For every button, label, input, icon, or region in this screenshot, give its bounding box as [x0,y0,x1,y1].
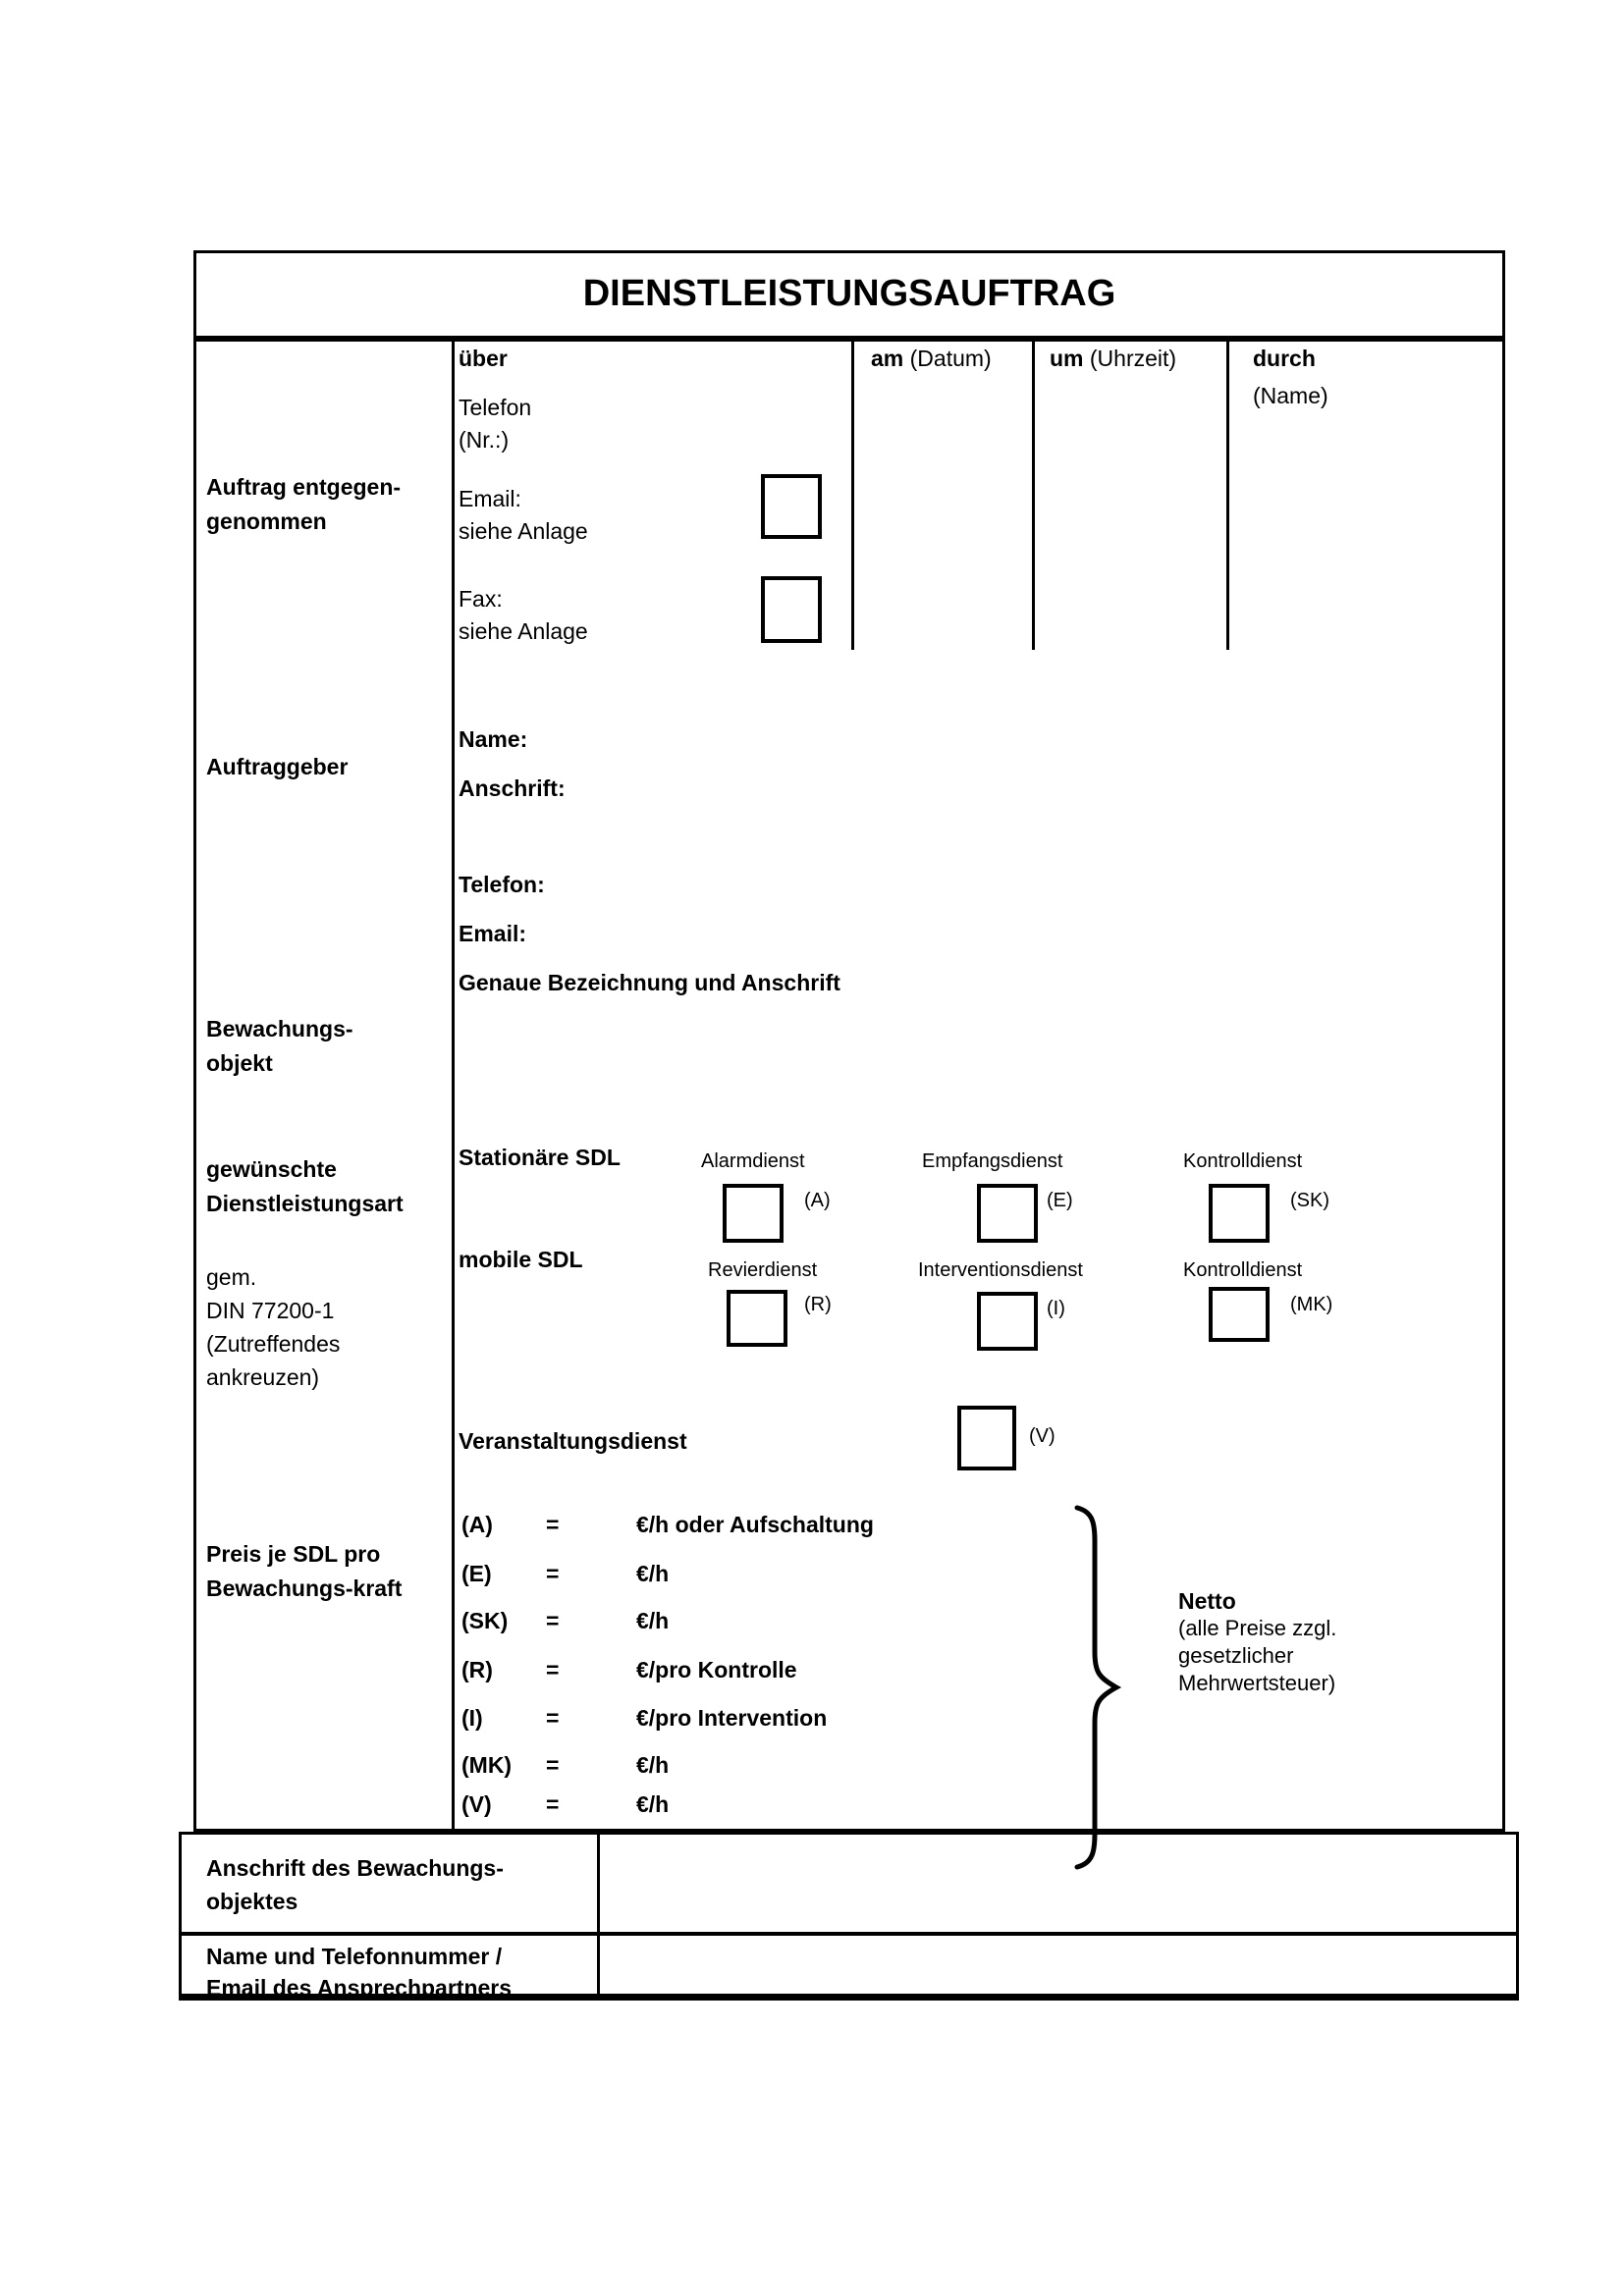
checkbox-revierdienst[interactable] [727,1290,787,1347]
netto-note-line2: gesetzlicher [1178,1643,1294,1668]
price-row-mk [461,1752,669,1778]
email-note: siehe Anlage [459,518,588,544]
object-row-label-line2: objekt [206,1050,273,1076]
price-equals: = [546,1657,560,1682]
checkbox-veranstaltungsdienst[interactable] [957,1406,1016,1470]
title-underline [193,336,1505,342]
price-row-i [461,1705,827,1731]
price-value: €/h [636,1561,670,1586]
footer-row2-label-line1: Name und Telefonnummer / [206,1944,503,1969]
stationary-sdl-label: Stationäre SDL [459,1145,621,1170]
client-address-label: Anschrift: [459,775,566,801]
option-kontrolldienst-sk-label: Kontrolldienst [1183,1150,1303,1172]
price-code: (R) [461,1657,493,1682]
client-name-label: Name: [459,726,528,752]
service-note-line1: gem. [206,1264,257,1290]
service-row-label-line1: gewünschte [206,1156,337,1182]
received-row-label-line2: genommen [206,508,327,534]
option-revierdienst-label: Revierdienst [708,1259,818,1281]
footer-row2-label-line2: Email des Ansprechpartners [206,1975,513,2001]
event-service-label: Veranstaltungsdienst [459,1428,687,1454]
price-row-label-line1: Preis je SDL pro [206,1541,381,1567]
option-revierdienst-code: (R) [804,1294,832,1315]
price-code: (V) [461,1791,492,1817]
price-row-label-line2: Bewachungs-kraft [206,1575,403,1601]
fax-label: Fax: [459,586,503,612]
netto-label: Netto [1178,1588,1236,1614]
service-note-line2: DIN 77200-1 [206,1298,335,1323]
phone-label-line2: (Nr.:) [459,427,510,453]
client-phone-label: Telefon: [459,872,545,897]
name-fill-cell[interactable] [1229,422,1502,646]
am-header-rest: (Datum) [903,346,992,371]
option-empfangsdienst-label: Empfangsdienst [922,1150,1063,1172]
am-header-bold: am [871,346,904,371]
option-kontrolldienst-mk-code: (MK) [1290,1294,1333,1315]
option-empfangsdienst-code: (E) [1047,1190,1073,1211]
event-service-code: (V) [1029,1425,1056,1447]
received-row-label-line1: Auftrag entgegen- [206,474,402,500]
footer-row1-label-line2: objektes [206,1889,298,1914]
service-note-line3: (Zutreffendes [206,1331,341,1357]
price-equals: = [546,1705,560,1731]
price-value: €/h [636,1791,670,1817]
option-kontrolldienst-mk-label: Kontrolldienst [1183,1259,1303,1281]
price-row-a [461,1512,874,1537]
curly-brace [1065,1505,1126,1870]
mobile-sdl-label: mobile SDL [459,1247,583,1272]
checkbox-fax-attachment[interactable] [761,576,822,643]
price-code: (MK) [461,1752,513,1778]
price-row-sk [461,1608,669,1633]
price-value: €/pro Kontrolle [636,1657,797,1682]
price-row-v [461,1791,669,1817]
netto-note-line1: (alle Preise zzgl. [1178,1616,1337,1640]
service-note-line4: ankreuzen) [206,1364,320,1390]
am-header [871,346,992,371]
price-code: (I) [461,1705,483,1731]
checkbox-interventionsdienst[interactable] [977,1292,1038,1351]
footer-row1-label-line1: Anschrift des Bewachungs- [206,1855,504,1881]
price-equals: = [546,1608,560,1633]
price-equals: = [546,1791,560,1817]
service-row-label-line2: Dienstleistungsart [206,1191,404,1216]
client-email-label: Email: [459,921,527,946]
footer-row1-fill-cell[interactable] [600,1835,1516,1932]
phone-label-line1: Telefon [459,395,532,420]
um-header-rest: (Uhrzeit) [1083,346,1177,371]
object-row-label-line1: Bewachungs- [206,1016,353,1041]
option-interventionsdienst-code: (I) [1047,1298,1065,1319]
price-code: (SK) [461,1608,509,1633]
durch-header-rest: (Name) [1253,383,1328,408]
checkbox-kontrolldienst-sk[interactable] [1209,1184,1270,1243]
price-equals: = [546,1512,560,1537]
option-interventionsdienst-label: Interventionsdienst [918,1259,1083,1281]
option-kontrolldienst-sk-code: (SK) [1290,1190,1329,1211]
price-equals: = [546,1752,560,1778]
via-label: über [459,346,508,371]
durch-header-bold: durch [1253,346,1316,371]
time-fill-cell[interactable] [1035,393,1223,646]
date-fill-cell[interactable] [854,393,1029,646]
label-column-divider [452,342,455,1832]
price-equals: = [546,1561,560,1586]
form-title: DIENSTLEISTUNGSAUFTRAG [582,272,1116,314]
checkbox-email-attachment[interactable] [761,474,822,539]
price-value: €/h [636,1608,670,1633]
checkbox-alarmdienst[interactable] [723,1184,784,1243]
checkbox-empfangsdienst[interactable] [977,1184,1038,1243]
client-row-label: Auftraggeber [206,754,349,779]
price-code: (E) [461,1561,492,1586]
checkbox-kontrolldienst-mk[interactable] [1209,1287,1270,1342]
footer-row2-fill-cell[interactable] [600,1936,1516,1994]
price-value: €/h oder Aufschaltung [636,1512,874,1537]
price-row-e [461,1561,669,1586]
price-row-r [461,1657,797,1682]
netto-note-line3: Mehrwertsteuer) [1178,1671,1336,1695]
price-value: €/h [636,1752,670,1778]
price-code: (A) [461,1512,493,1537]
option-alarmdienst-label: Alarmdienst [701,1150,805,1172]
price-value: €/pro Intervention [636,1705,828,1731]
um-header [1050,346,1176,371]
client-exact-label: Genaue Bezeichnung und Anschrift [459,970,840,995]
fax-note: siehe Anlage [459,618,588,644]
option-alarmdienst-code: (A) [804,1190,831,1211]
email-label: Email: [459,486,521,511]
um-header-bold: um [1050,346,1084,371]
